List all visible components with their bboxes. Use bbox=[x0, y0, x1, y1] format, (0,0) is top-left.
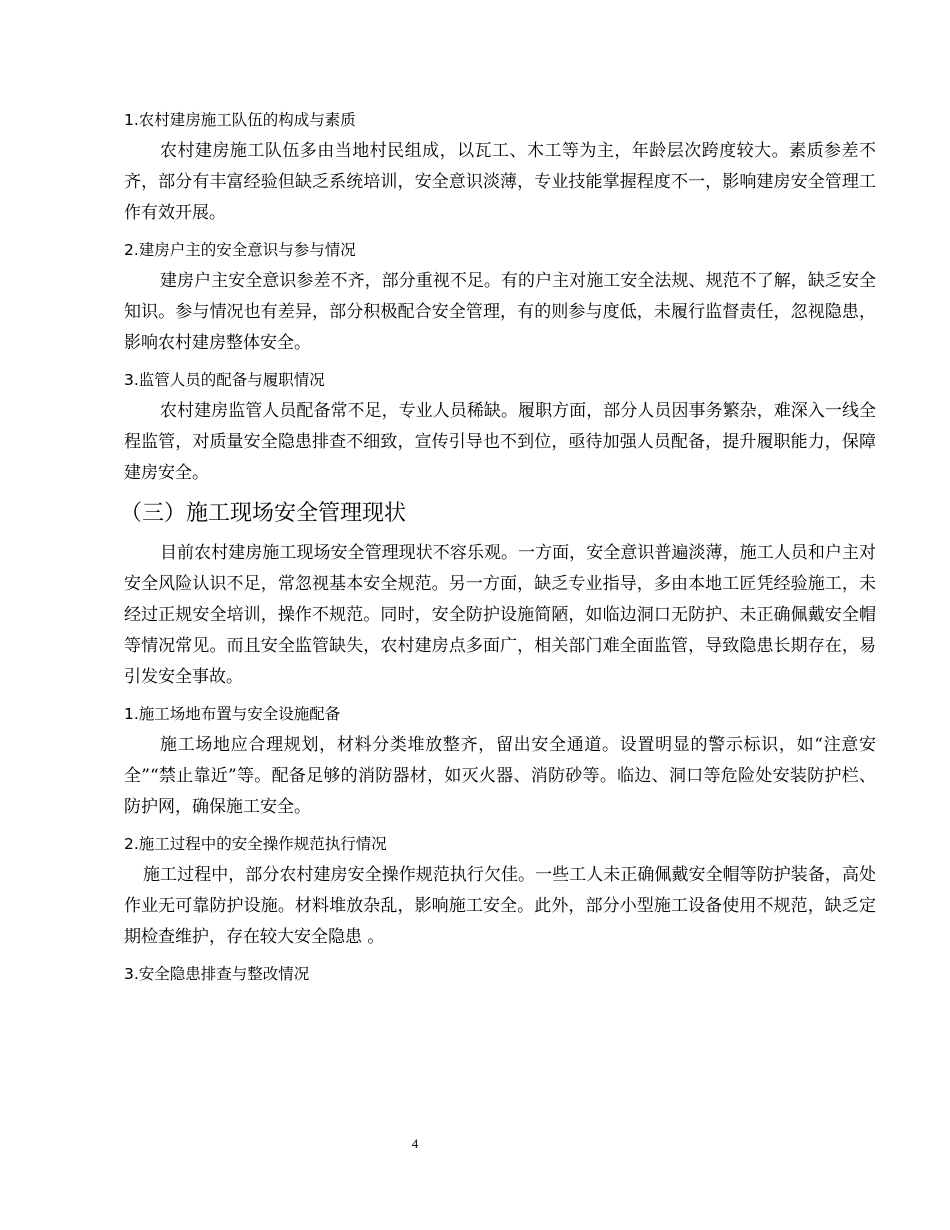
subsection-heading: 3.安全隐患排查与整改情况 bbox=[124, 965, 310, 983]
paragraph: 农村建房施工队伍多由当地村民组成，以瓦工、木工等为主，年龄层次跨度较大。素质参差不齐，部分有丰富经验但缺乏系统培训，安全意识淡薄，专业技能掌握程度不一，影响建房安全管理工作有效开展。 bbox=[124, 141, 876, 223]
page-number: 4 bbox=[411, 1136, 419, 1151]
subsection-heading: 1.施工场地布置与安全设施配备 bbox=[124, 705, 341, 723]
paragraph: 农村建房监管人员配备常不足，专业人员稀缺。履职方面，部分人员因事务繁杂，难深入一线全程监管，对质量安全隐患排查不细致，宣传引导也不到位，亟待加强人员配备，提升履职能力，保障建房安全。 bbox=[124, 401, 876, 483]
paragraph: 目前农村建房施工现场安全管理现状不容乐观。一方面，安全意识普遍淡薄，施工人员和户主对安全风险认识不足，常忽视基本安全规范。另一方面，缺乏专业指导，多由本地工匠凭经验施工，未经过正规安全培训，操作不规范。同时，安全防护设施简陋，如临边洞口无防护、未正确佩戴安全帽等情况常见。而且安全监管缺失，农村建房点多面广，相关部门难全面监管，导致隐患长期存在，易引发安全事故。 bbox=[124, 543, 876, 687]
subsection-heading: 2.建房户主的安全意识与参与情况 bbox=[124, 241, 356, 259]
subsection-heading: 2.施工过程中的安全操作规范执行情况 bbox=[124, 835, 387, 853]
subsection-heading: 3.监管人员的配备与履职情况 bbox=[124, 371, 325, 389]
paragraph: 施工场地应合理规划，材料分类堆放整齐，留出安全通道。设置明显的警示标识，如“注意安全”“禁止靠近”等。配备足够的消防器材，如灭火器、消防砂等。临边、洞口等危险处安装防护栏、防护网，确保施工安全。 bbox=[124, 735, 876, 817]
paragraph: 施工过程中，部分农村建房安全操作规范执行欠佳。一些工人未正确佩戴安全帽等防护装备，高处作业无可靠防护设施。材料堆放杂乱，影响施工安全。此外，部分小型施工设备使用不规范，缺乏定期检查维护，存在较大安全隐患 。 bbox=[124, 865, 876, 947]
subsection-heading: 1.农村建房施工队伍的构成与素质 bbox=[124, 111, 356, 129]
paragraph: 建房户主安全意识参差不齐，部分重视不足。有的户主对施工安全法规、规范不了解，缺乏安全知识。参与情况也有差异，部分积极配合安全管理，有的则参与度低，未履行监督责任，忽视隐患，影响农村建房整体安全。 bbox=[124, 271, 876, 353]
section-title: （三）施工现场安全管理现状 bbox=[120, 501, 407, 526]
page-content bbox=[120, 108, 876, 990]
